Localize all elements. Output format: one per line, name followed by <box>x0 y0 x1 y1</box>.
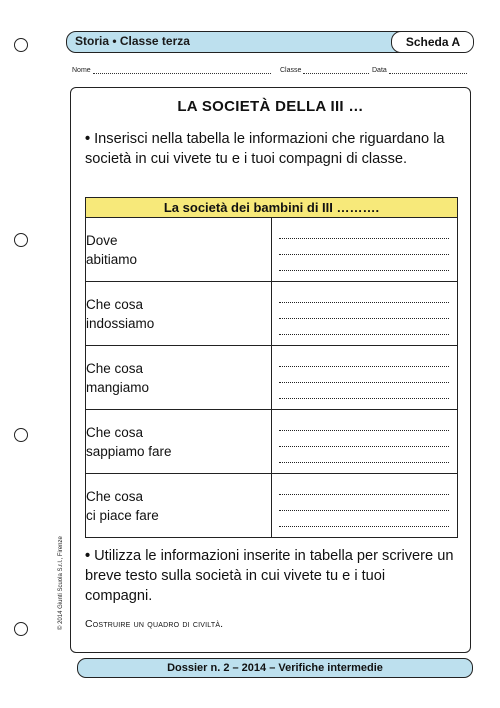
table-row <box>86 218 458 282</box>
footer-bar: Dossier n. 2 – 2014 – Verifiche intermedie <box>77 658 473 678</box>
name-label: Nome <box>72 67 91 74</box>
answer-field[interactable] <box>272 282 458 346</box>
class-label: Classe <box>280 67 302 74</box>
student-fields <box>72 66 472 80</box>
punch-hole-1 <box>14 38 28 52</box>
table-row <box>86 410 458 474</box>
instruction-1-text: Inserisci nella tabella le informazioni che riguardano la società in cui vivete tu e i tuoi compagni di classe. <box>85 131 445 167</box>
sheet-label: Scheda A <box>391 31 474 53</box>
row-label: Che cosa indossiamo <box>86 282 272 346</box>
copyright-notice: © 2014 Giunti Scuola S.r.l., Firenze <box>58 536 64 630</box>
row-label: Dove abitiamo <box>86 218 272 282</box>
instruction-1 <box>85 129 455 169</box>
punch-hole-3 <box>14 428 28 442</box>
instruction-2-text: Utilizza le informazioni inserite in tabella per scrivere un breve testo sulla società in cui vivete tu e i tuoi compagni. <box>85 548 454 604</box>
name-field[interactable] <box>72 66 271 74</box>
punch-hole-4 <box>14 622 28 636</box>
table-row <box>86 346 458 410</box>
header-bar <box>66 31 474 53</box>
answer-field[interactable] <box>272 410 458 474</box>
answer-field[interactable] <box>272 218 458 282</box>
row-label: Che cosa sappiamo fare <box>86 410 272 474</box>
worksheet-title: LA SOCIETÀ DELLA III … <box>177 98 364 115</box>
society-table <box>85 197 458 538</box>
date-field[interactable] <box>372 66 467 74</box>
answer-field[interactable] <box>272 474 458 538</box>
table-row <box>86 282 458 346</box>
bullet-icon: • <box>85 131 91 147</box>
learning-objective: Costruire un quadro di civiltà. <box>85 618 224 630</box>
answer-field[interactable] <box>272 346 458 410</box>
bullet-icon: • <box>85 548 91 564</box>
class-field[interactable] <box>280 66 369 74</box>
date-label: Data <box>372 67 387 74</box>
table-row <box>86 474 458 538</box>
worksheet-panel <box>70 87 471 653</box>
table-header: La società dei bambini di III ………. <box>86 198 458 218</box>
instruction-2 <box>85 546 455 606</box>
punch-hole-2 <box>14 233 28 247</box>
row-label: Che cosa ci piace fare <box>86 474 272 538</box>
subject-label: Storia • Classe terza <box>75 34 190 48</box>
row-label: Che cosa mangiamo <box>86 346 272 410</box>
